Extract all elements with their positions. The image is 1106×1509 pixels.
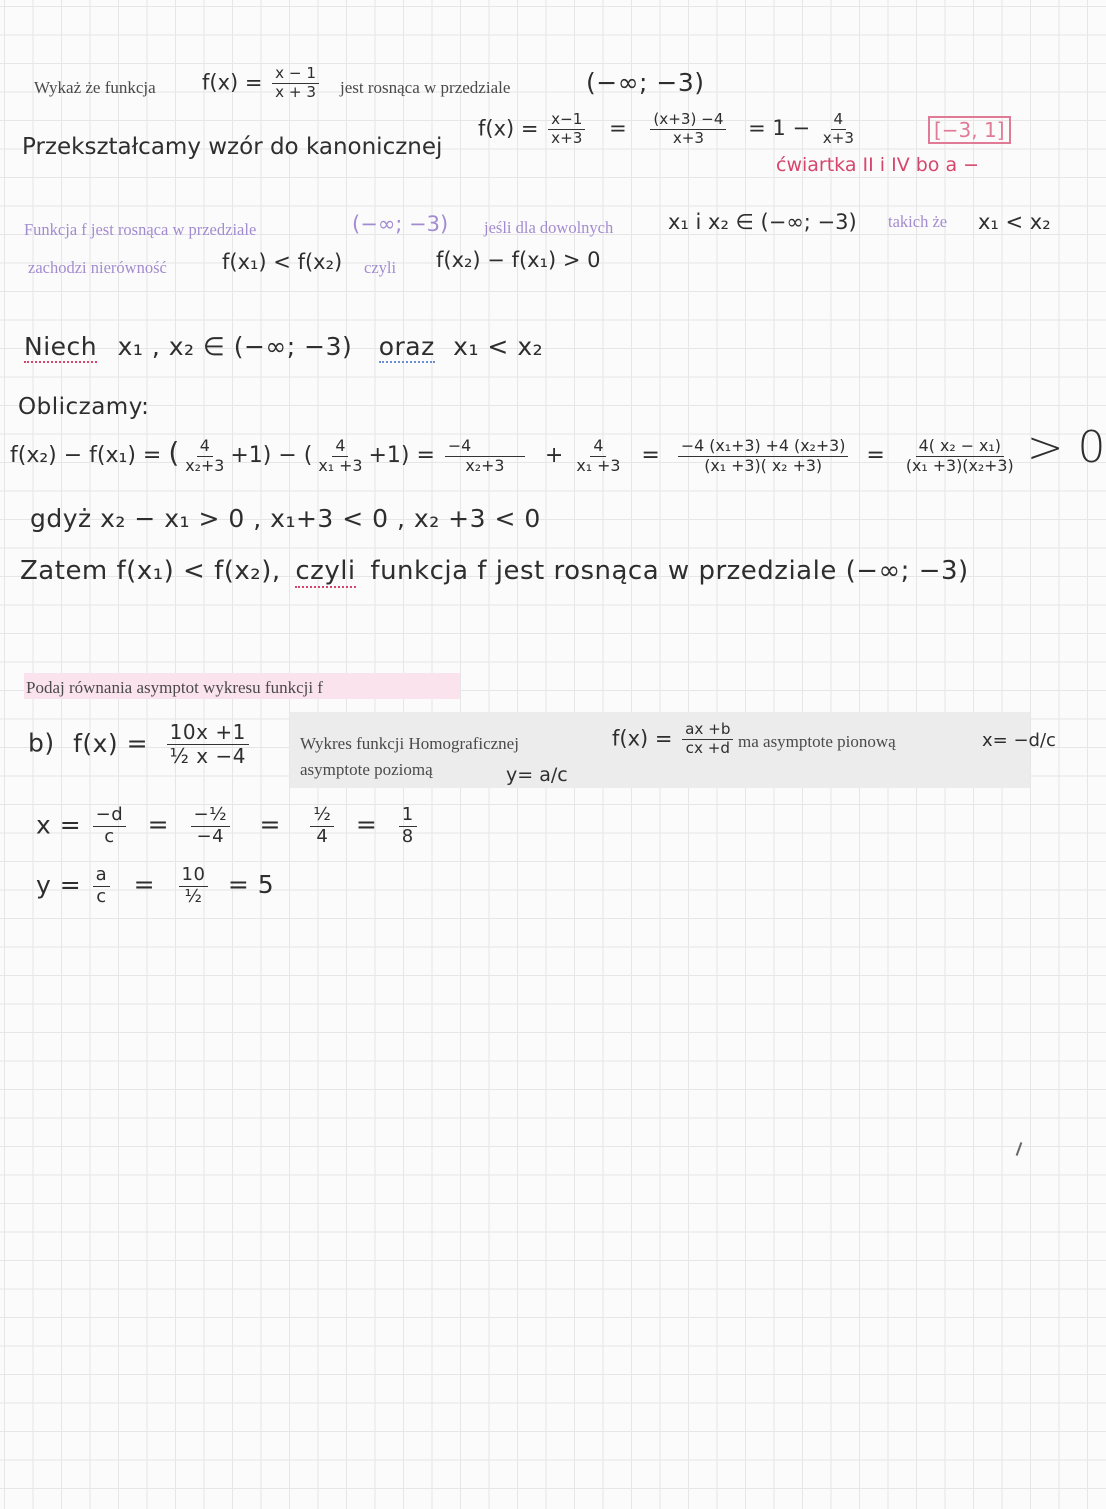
- y-f2-num: 10: [179, 866, 209, 887]
- note-text2: ma asymptote pionową: [738, 732, 896, 751]
- y-line: [36, 866, 274, 907]
- conclusion-czyli: czyli: [295, 556, 356, 586]
- note-vert: x= −d/c: [982, 730, 1056, 751]
- t-num3: 4: [831, 112, 847, 130]
- eq2: =: [641, 443, 660, 468]
- f-lhs: f(x) =: [202, 70, 263, 95]
- calc-f2-num: 4: [332, 438, 348, 457]
- eq: =: [609, 116, 627, 141]
- plus: +: [544, 443, 564, 468]
- let-word: Niech: [24, 332, 98, 361]
- transform-calc: [478, 112, 860, 147]
- task1-function: [202, 66, 322, 101]
- task1-prompt: [34, 78, 156, 98]
- quarter-note: ćwiartka II i IV bo a −: [776, 154, 980, 176]
- x-f3-num: ½: [310, 806, 334, 827]
- calc-f2-den: x₁ +3: [318, 455, 363, 475]
- calc-f3-num: −4: [445, 438, 525, 457]
- calc-f1-den: x₂+3: [185, 455, 225, 475]
- def-vars: x₁ i x₂ ∈ (−∞; −3): [668, 210, 857, 234]
- calc-f4-num: 4: [590, 438, 606, 457]
- x-frac3: [310, 806, 334, 847]
- calc-frac2: [315, 435, 365, 475]
- x-lhs: x =: [36, 810, 82, 840]
- x-frac4: [399, 806, 417, 847]
- y-eq1: =: [133, 870, 156, 900]
- let-line: [24, 332, 543, 361]
- calc-f1-num: 4: [197, 438, 213, 457]
- b-label: b): [28, 728, 55, 758]
- let-oraz: oraz: [378, 332, 435, 361]
- t-den2: x+3: [672, 128, 705, 147]
- note-text3: asymptote poziomą: [300, 760, 433, 779]
- note-formula: [612, 722, 736, 757]
- x-f2-num: −½: [191, 806, 231, 827]
- t-frac3: [820, 112, 857, 147]
- y-result: = 5: [227, 870, 275, 900]
- conclusion-1: Zatem f(x₁) < f(x₂),: [20, 556, 281, 586]
- transform-text: Przekształcamy wzór do kanonicznej: [22, 134, 443, 160]
- def-text1: Funkcja f jest rosnąca w przedziale: [24, 220, 257, 239]
- eq3: =: [866, 443, 885, 468]
- vector-box: [−3, 1]: [928, 116, 1011, 144]
- y-frac2: [179, 866, 209, 907]
- x-frac1: [93, 806, 127, 847]
- calc-f6-num: 4( x₂ − x₁): [916, 438, 1004, 457]
- x-f4-den: 8: [401, 825, 414, 847]
- x-eq1: =: [147, 810, 170, 840]
- t-num2: (x+3) −4: [650, 112, 726, 130]
- t-den1: x+3: [551, 128, 583, 147]
- def-text2: jeśli dla dowolnych: [484, 218, 614, 237]
- conclusion-2: funkcja f jest rosnąca w przedziale (−∞; −3): [370, 556, 969, 586]
- calc-f3-den: x₂+3: [465, 455, 505, 475]
- calc-frac3: [445, 435, 525, 475]
- t2-f-den: ½ x −4: [169, 744, 246, 768]
- y-f2-den: ½: [184, 885, 203, 907]
- calc-frac5: [678, 435, 849, 475]
- calc-result: > 0: [1026, 422, 1106, 473]
- def-text3: takich że: [888, 212, 948, 231]
- t-frac1: [548, 112, 585, 147]
- t2-f-num: 10x +1: [167, 722, 249, 745]
- t-den3: x+3: [822, 128, 854, 147]
- t-frac2: [650, 112, 726, 147]
- def-text5: czyli: [364, 258, 397, 277]
- t-eq3: = 1 −: [748, 116, 811, 141]
- y-f1-num: a: [93, 866, 111, 887]
- let-ineq: x₁ < x₂: [453, 332, 544, 361]
- x-f3-den: 4: [316, 825, 329, 847]
- t2-f-frac: [167, 722, 249, 767]
- def-ineq3: f(x₂) − f(x₁) > 0: [436, 248, 601, 272]
- note-text1: Wykres funkcji Homograficznej: [300, 734, 519, 753]
- calc-f5-den: (x₁ +3)( x₂ +3): [704, 455, 823, 475]
- calc-f6-den: (x₁ +3)(x₂+3): [905, 455, 1014, 475]
- prompt-interval: (−∞; −3): [586, 68, 705, 97]
- stray-mark: [1016, 1142, 1023, 1156]
- prompt-after: jest rosnąca w przedziale: [340, 78, 511, 97]
- def-ineq: x₁ < x₂: [978, 210, 1051, 234]
- definition-line1: [24, 220, 256, 240]
- f-fraction: [272, 66, 319, 101]
- f-den: x + 3: [275, 82, 316, 101]
- calc-frac4: [573, 435, 623, 475]
- x-line: [36, 806, 420, 847]
- calc-f4-den: x₁ +3: [576, 455, 621, 475]
- note-den: cx +d: [685, 738, 730, 757]
- prompt-before: Wykaż że funkcja: [34, 78, 156, 97]
- x-frac2: [191, 806, 231, 847]
- t-lhs: f(x) =: [478, 116, 539, 141]
- note-num: ax +b: [682, 722, 733, 740]
- calc-lhs: f(x₂) − f(x₁) =: [10, 443, 162, 468]
- t2-f-lhs: f(x) =: [73, 728, 149, 758]
- let-text: x₁ , x₂ ∈ (−∞; −3): [117, 332, 353, 361]
- note-horiz: y= a/c: [506, 764, 568, 786]
- calc-line: [10, 422, 1106, 474]
- x-f1-num: −d: [93, 806, 127, 827]
- calc-f5-num: −4 (x₁+3) +4 (x₂+3): [678, 438, 849, 457]
- conclusion-line: [20, 556, 969, 586]
- f-num: x − 1: [272, 66, 319, 84]
- def-ineq2: f(x₁) < f(x₂): [222, 250, 343, 274]
- x-f2-den: −4: [196, 825, 225, 847]
- note-frac: [682, 722, 733, 757]
- def-interval: (−∞; −3): [352, 212, 449, 236]
- x-f4-num: 1: [399, 806, 417, 827]
- y-lhs: y =: [36, 870, 82, 900]
- calc-tail1: +1) − (: [230, 443, 313, 468]
- calc-frac6: [903, 435, 1017, 475]
- t-num1: x−1: [548, 112, 585, 130]
- calc-tail2: +1) =: [368, 443, 435, 468]
- x-f1-den: c: [104, 825, 115, 847]
- y-f1-den: c: [96, 885, 107, 907]
- because-line: gdyż x₂ − x₁ > 0 , x₁+3 < 0 , x₂ +3 < 0: [30, 504, 541, 533]
- calc-frac1: [182, 435, 227, 475]
- task2-prompt: Podaj równania asymptot wykresu funkcji f: [26, 678, 323, 697]
- note-f: f(x) =: [612, 726, 673, 751]
- x-eq3: =: [355, 810, 378, 840]
- def-text4: zachodzi nierówność: [28, 258, 167, 277]
- task2-function: [28, 722, 252, 767]
- paren-open: (: [168, 436, 180, 469]
- x-eq2: =: [259, 810, 281, 840]
- compute-word: Obliczamy:: [18, 394, 150, 420]
- y-frac1: [93, 866, 111, 907]
